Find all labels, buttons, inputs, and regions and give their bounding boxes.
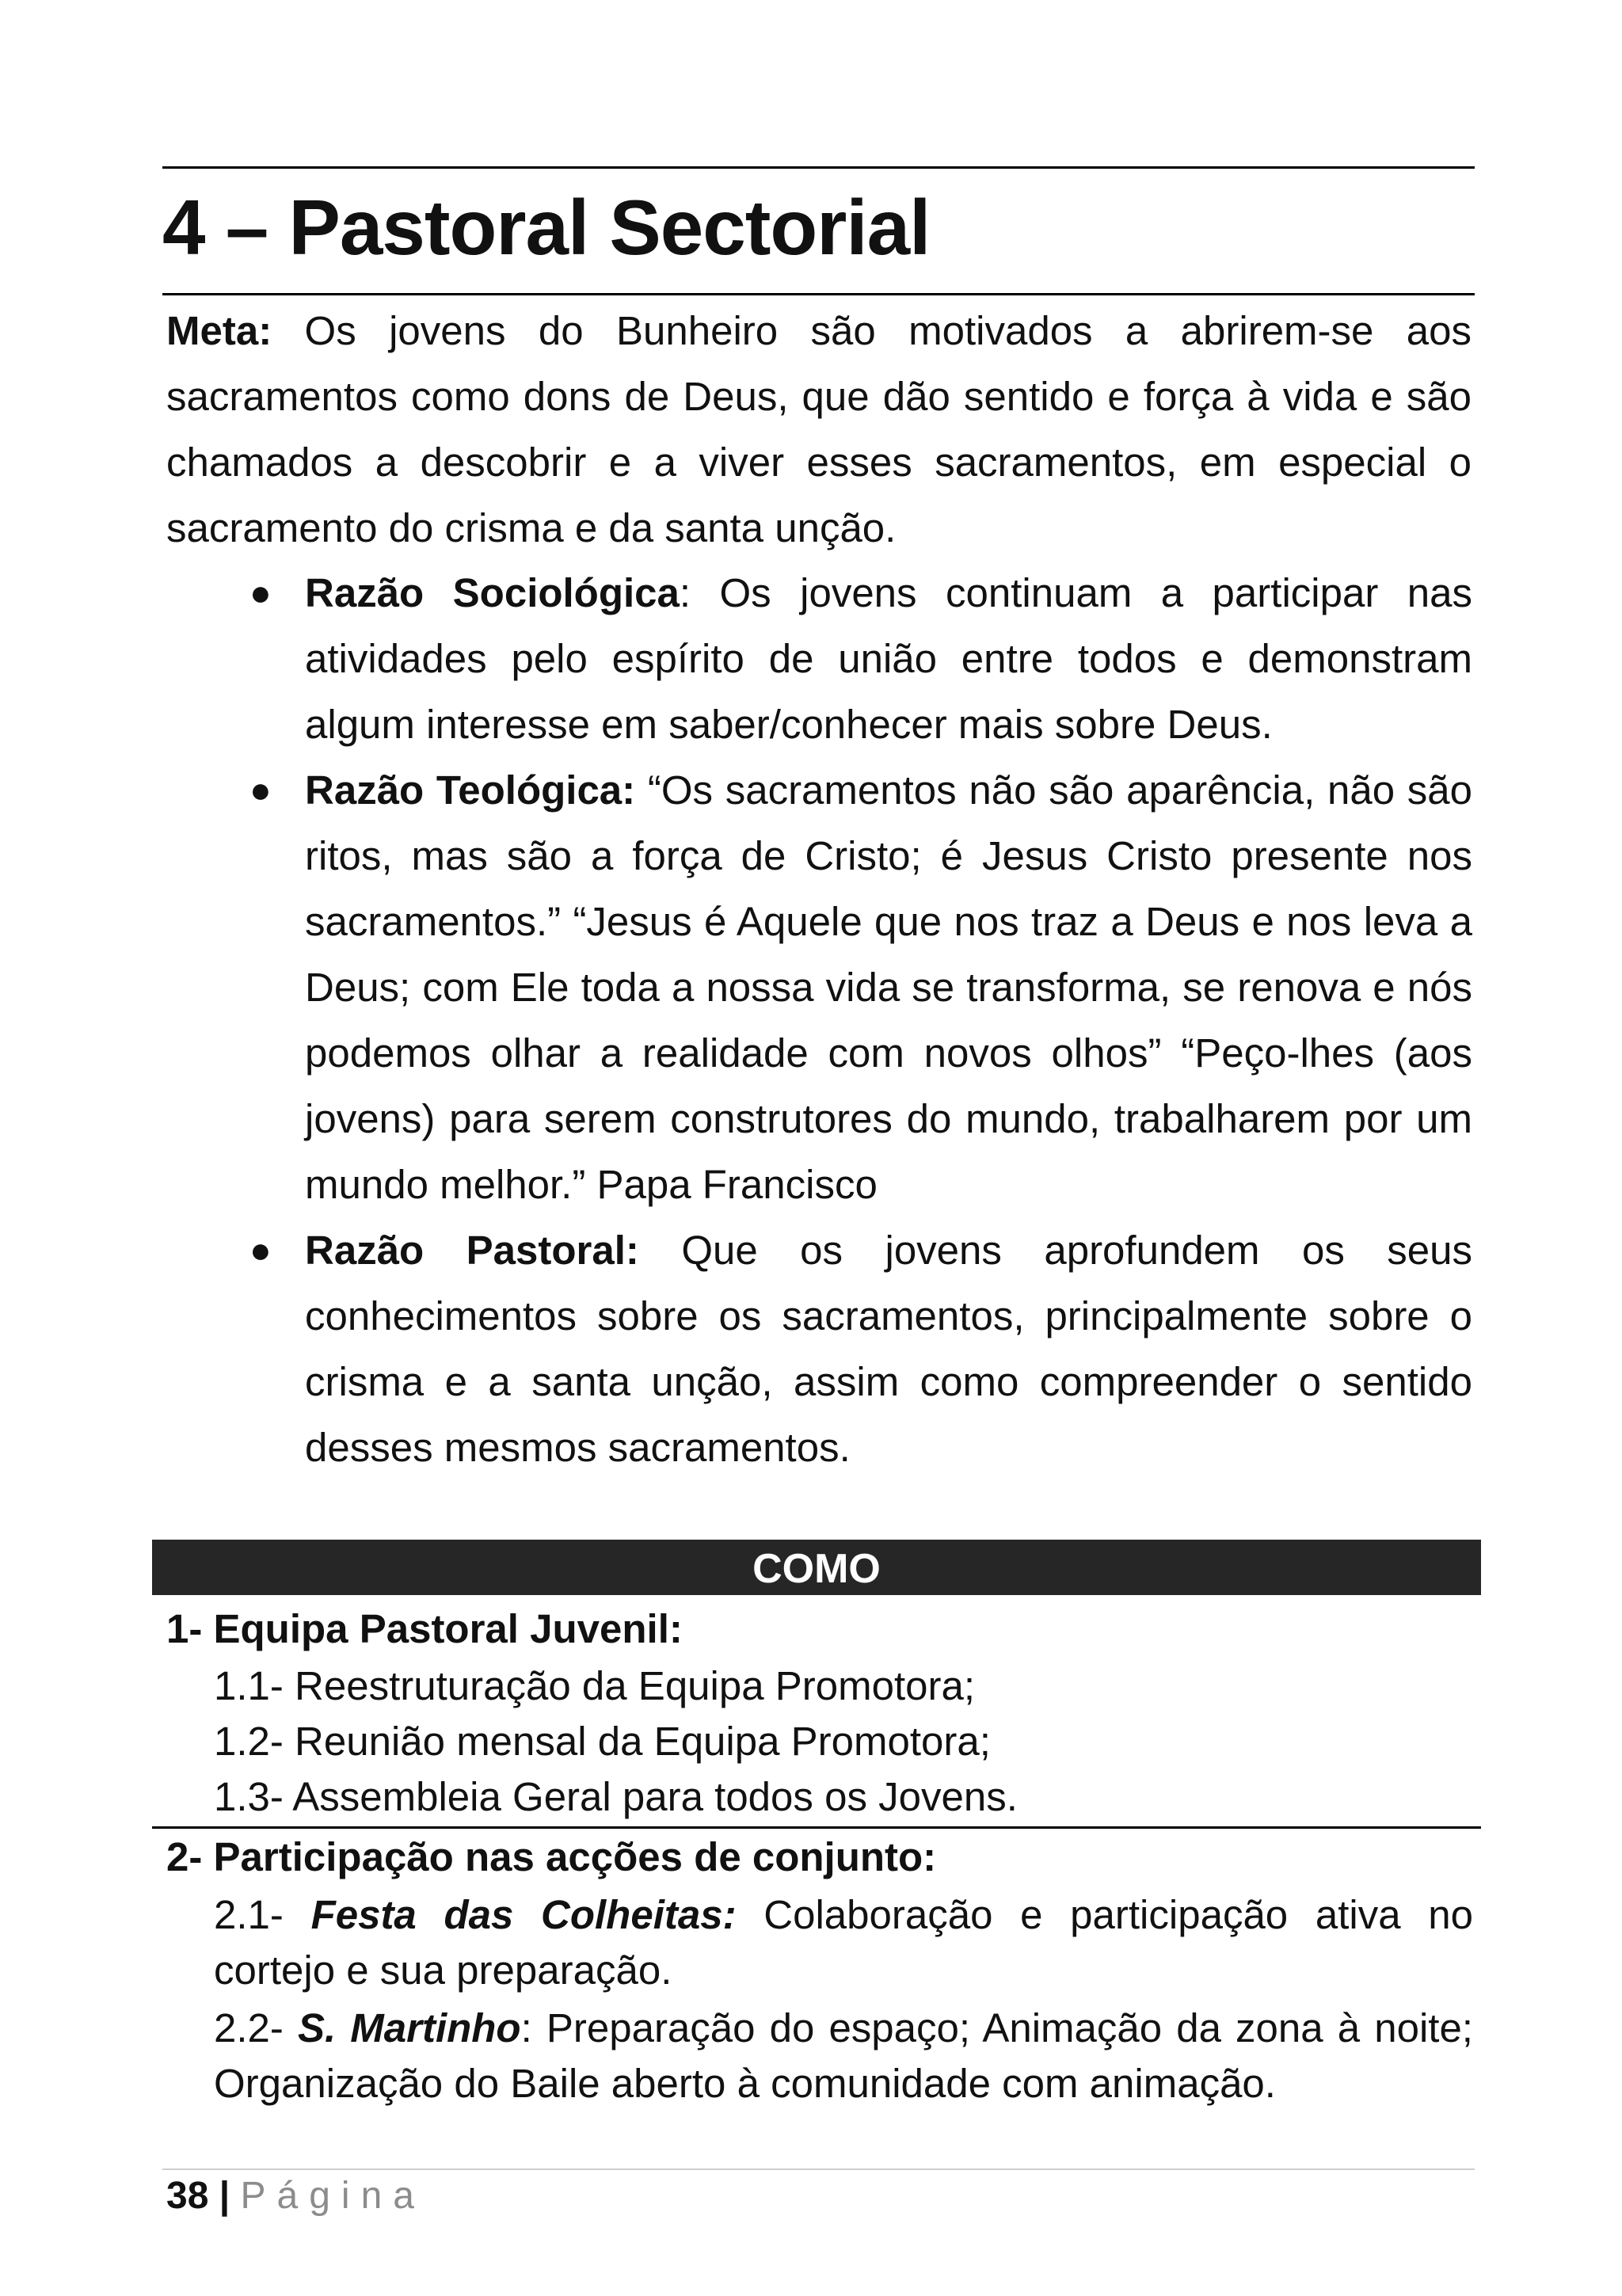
footer-rule bbox=[162, 2168, 1475, 2170]
title-underline bbox=[162, 293, 1475, 295]
section-divider bbox=[152, 1826, 1481, 1829]
reason-teologica bbox=[249, 757, 1472, 1217]
reason-label: Razão Sociológica bbox=[305, 570, 680, 615]
top-rule bbox=[162, 166, 1475, 169]
reason-label: Razão Teológica: bbox=[305, 767, 636, 813]
item-emphasis: S. Martinho bbox=[297, 2005, 521, 2050]
reason-text: : Os jovens continuam a participar nas atividades pelo espírito de união entre todos e demonstram algum interesse em saber/conhecer mais sobre Deus. bbox=[305, 570, 1472, 747]
meta-text: Os jovens do Bunheiro são motivados a abrirem-se aos sacramentos como dons de Deus, que dão sentido e força à vida e são chamados a descobrir e a viver esses sacramentos, em especial o sacramento do crisma e da santa unção. bbox=[166, 308, 1472, 550]
section-1-item: 1.3- Assembleia Geral para todos os Jovens. bbox=[214, 1774, 1018, 1819]
meta-paragraph bbox=[166, 298, 1472, 561]
reason-label: Razão Pastoral: bbox=[305, 1228, 639, 1273]
reason-text: Que os jovens aprofundem os seus conhecimentos sobre os sacramentos, principalmente sobre o crisma e a santa unção, assim como compreender o sentido desses mesmos sacramentos. bbox=[305, 1228, 1472, 1470]
bullet-icon: ● bbox=[249, 1229, 272, 1270]
footer-separator: | bbox=[208, 2175, 241, 2217]
reason-sociologica bbox=[249, 560, 1472, 757]
bullet-icon: ● bbox=[249, 769, 272, 810]
item-number: 2.1- bbox=[214, 1892, 311, 1937]
section-2-item bbox=[214, 1887, 1473, 1998]
reason-text: “Os sacramentos não são aparência, não são ritos, mas são a força de Cristo; é Jesus Cristo presente nos sacramentos.” “Jesus é Aquele que nos traz a Deus e nos leva a Deus; com Ele toda a nossa vida se transforma, se renova e nós podemos olhar a realidade com novos olhos” “Peço-lhes (aos jovens) para serem construtores do mundo, trabalharem por um mundo melhor.” Papa Francisco bbox=[305, 767, 1472, 1207]
bullet-icon: ● bbox=[249, 572, 272, 613]
reasons-list bbox=[249, 560, 1472, 1480]
reason-pastoral bbox=[249, 1217, 1472, 1480]
item-number: 2.2- bbox=[214, 2005, 298, 2050]
section-2-item bbox=[214, 2001, 1473, 2111]
item-text: : Preparação do espaço; Animação da zona à noite; Organização do Baile aberto à comunidade com animação. bbox=[214, 2005, 1473, 2106]
item-emphasis: Festa das Colheitas: bbox=[310, 1892, 737, 1937]
page-number: 38 bbox=[166, 2175, 209, 2217]
section-2-title: 2- Participação nas acções de conjunto: bbox=[166, 1834, 937, 1879]
page-title: 4 – Pastoral Sectorial bbox=[162, 184, 931, 271]
section-1-item: 1.1- Reestruturação da Equipa Promotora; bbox=[214, 1663, 976, 1708]
como-header-bar: COMO bbox=[152, 1540, 1481, 1595]
meta-label: Meta: bbox=[166, 308, 272, 353]
section-1-item: 1.2- Reunião mensal da Equipa Promotora; bbox=[214, 1719, 991, 1764]
page-footer bbox=[166, 2172, 425, 2220]
item-text: Colaboração e participação ativa no cortejo e sua preparação. bbox=[214, 1892, 1473, 1993]
section-1-title: 1- Equipa Pastoral Juvenil: bbox=[166, 1606, 683, 1651]
page-label: Página bbox=[240, 2175, 425, 2217]
